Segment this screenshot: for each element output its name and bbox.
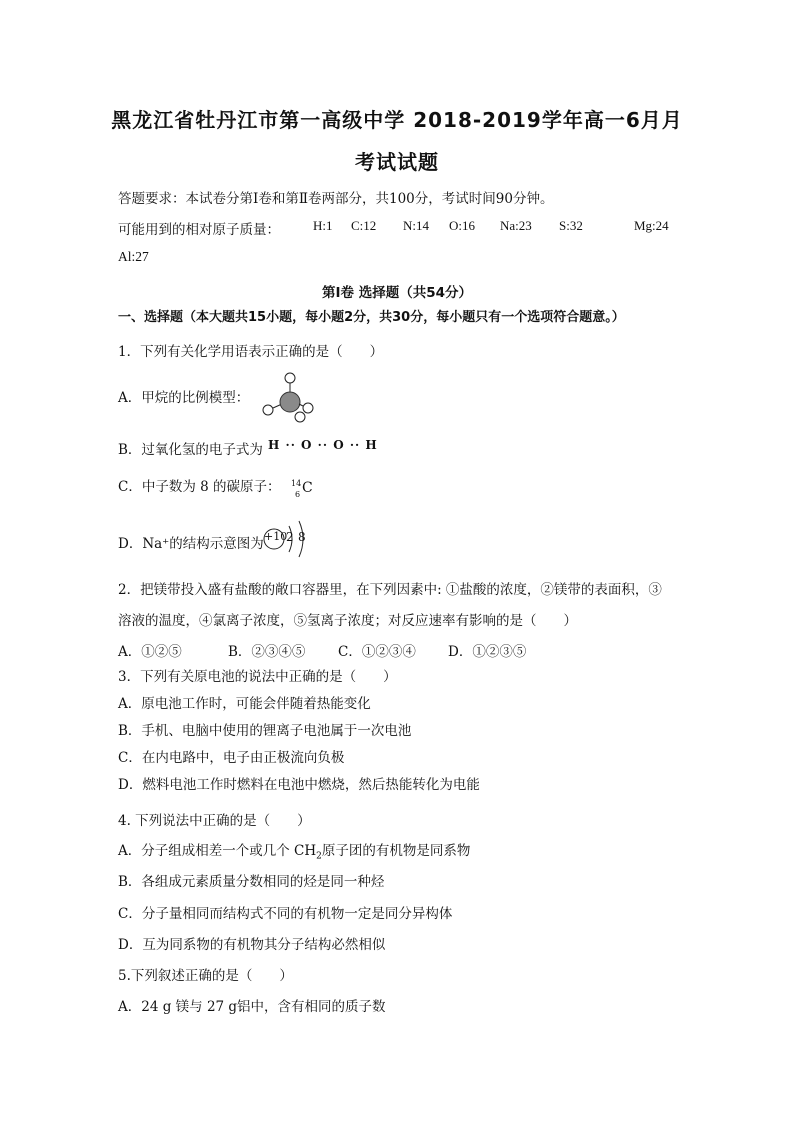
h2o2-electron-formula: H ·· O ·· O ·· H (268, 438, 378, 452)
atomic-mass-mg: Mg:24 (634, 218, 669, 233)
q4-option-a (118, 839, 470, 862)
exam-title-line2: 考试试题 (355, 150, 439, 174)
q1-option-a: A．甲烷的比例模型： (118, 390, 250, 406)
q4-option-d: D．互为同系物的有机物其分子结构必然相似 (118, 937, 386, 953)
carbon-mass-number: 14 (291, 479, 302, 488)
atomic-mass-o: O:16 (449, 218, 475, 233)
q1-option-c: C．中子数为 8 的碳原子： (118, 479, 281, 495)
carbon-atomic-number: 6 (295, 490, 301, 499)
q1-option-b: B．过氧化氢的电子式为 (118, 442, 263, 458)
q2-options (118, 640, 558, 660)
part-title: 一、选择题（本大题共15小题，每小题2分，共30分，每小题只有一个选项符合题意。） (118, 310, 625, 325)
q3-option-c: C．在内电路中，电子由正极流向负极 (118, 750, 345, 766)
q3-option-b: B．手机、电脑中使用的锂离子电池属于一次电池 (118, 723, 412, 739)
q4-option-b: B．各组成元素质量分数相同的烃是同一种烃 (118, 874, 385, 890)
na-shell-2: 8 (298, 530, 306, 544)
q4-option-a-post: 原子团的有机物是同系物 (321, 843, 471, 859)
q1-stem: 1．下列有关化学用语表示正确的是（ ） (118, 344, 384, 360)
atomic-mass-label: 可能用到的相对原子质量： (118, 222, 280, 238)
q3-stem: 3．下列有关原电池的说法中正确的是（ ） (118, 669, 397, 685)
q2-option-b: B．②③④⑤ (228, 644, 306, 660)
q5-option-a: A．24 g 镁与 27 g铝中，含有相同的质子数 (118, 999, 386, 1015)
atomic-mass-na: Na:23 (500, 218, 532, 233)
methane-model-figure (254, 364, 320, 424)
q2-stem-line1: 2．把镁带投入盛有盐酸的敞口容器里，在下列因素中: ①盐酸的浓度，②镁带的表面积，③ (118, 582, 662, 598)
atomic-mass-n: N:14 (403, 218, 429, 233)
q2-option-a: A．①②⑤ (118, 644, 182, 660)
carbon-symbol: C (302, 480, 313, 496)
q3-option-d: D．燃料电池工作时燃料在电池中燃烧，然后热能转化为电能 (118, 777, 480, 793)
atomic-mass-al: Al:27 (118, 249, 149, 264)
atomic-mass-s: S:32 (559, 218, 583, 233)
na-nucleus-charge: +10 (264, 530, 288, 543)
exam-title-line1: 黑龙江省牡丹江市第一高级中学 2018-2019学年高一6月月 (111, 108, 683, 132)
atomic-mass-c: C:12 (351, 218, 377, 233)
section-title: 第Ⅰ卷 选择题（共54分） (321, 285, 472, 301)
q1-option-d: D．Na⁺的结构示意图为 (118, 536, 264, 552)
q3-option-a: A．原电池工作时，可能会伴随着热能变化 (118, 696, 371, 712)
q5-stem: 5.下列叙述正确的是（ ） (118, 968, 293, 984)
na-shell-1: 2 (286, 530, 294, 544)
q4-option-a-sub: 2 (316, 851, 322, 862)
answer-requirements: 答题要求：本试卷分第Ⅰ卷和第Ⅱ卷两部分，共100分，考试时间90分钟。 (118, 191, 554, 207)
atomic-mass-h: H:1 (313, 218, 333, 233)
q2-option-c: C．①②③④ (338, 644, 416, 660)
q4-option-c: C．分子量相同而结构式不同的有机物一定是同分异构体 (118, 906, 453, 922)
q4-option-a-pre: A．分子组成相差一个或几个 CH (118, 843, 317, 859)
q2-option-d: D．①②③⑤ (448, 644, 527, 660)
q2-stem-line2: 溶液的温度，④氯离子浓度，⑤氢离子浓度；对反应速率有影响的是（ ） (118, 613, 577, 629)
q4-stem: 4. 下列说法中正确的是（ ） (118, 813, 311, 829)
